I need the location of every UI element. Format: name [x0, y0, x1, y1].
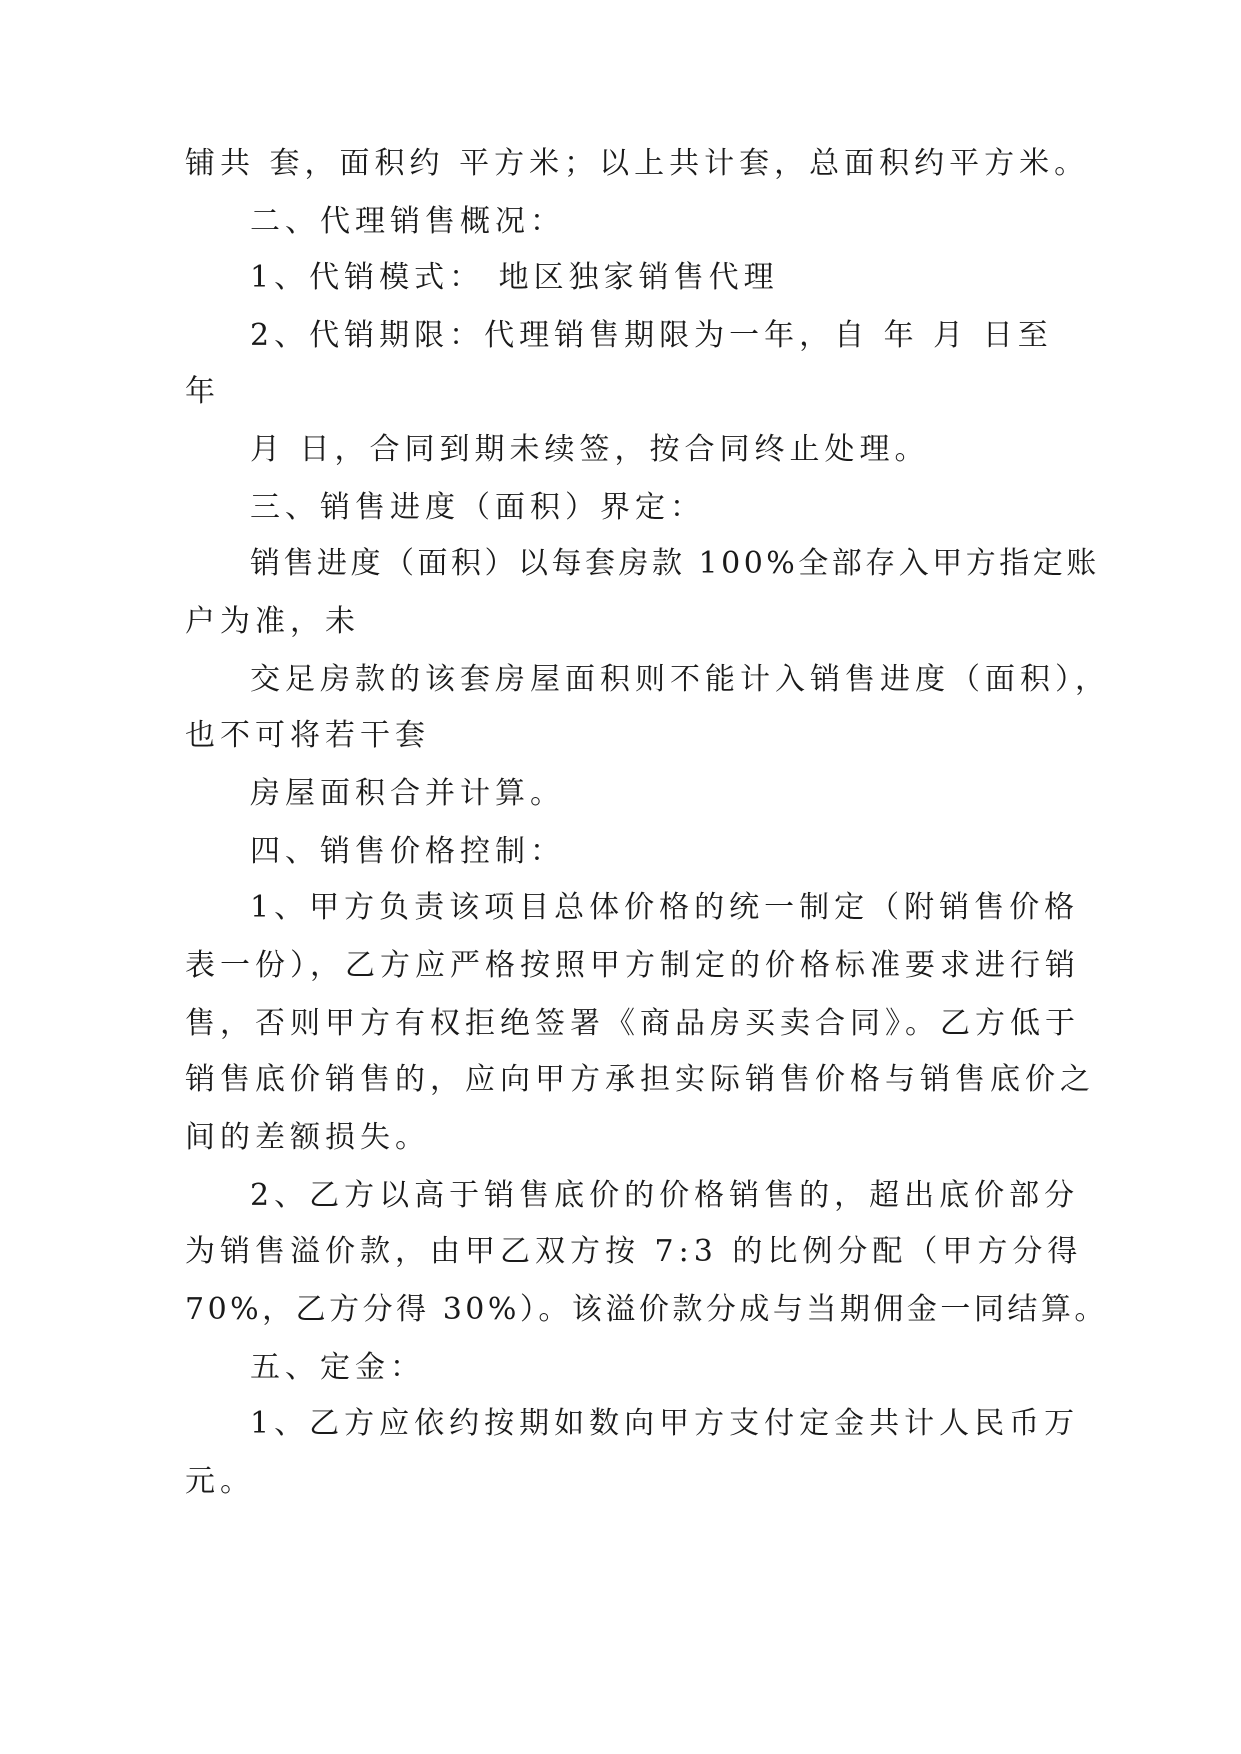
text-line: 元。 — [185, 1464, 255, 1499]
text-line: 为销售溢价款，由甲乙双方按 7:3 的比例分配（甲方分得 — [185, 1234, 1083, 1269]
text-line: 销售进度（面积）以每套房款 100%全部存入甲方指定账 — [250, 546, 1100, 581]
text-line: 铺共 套，面积约 平方米；以上共计套，总面积约平方米。 — [185, 146, 1090, 181]
text-line: 交足房款的该套房屋面积则不能计入销售进度（面积）， — [250, 662, 1110, 697]
text-line: 房屋面积合并计算。 — [250, 776, 565, 811]
text-line: 销售底价销售的，应向甲方承担实际销售价格与销售底价之 — [185, 1062, 1095, 1097]
text-line: 1、代销模式： 地区独家销售代理 — [250, 260, 779, 295]
text-line: 售，否则甲方有权拒绝签署《商品房买卖合同》。乙方低于 — [185, 1006, 1080, 1041]
section-heading: 四、销售价格控制： — [250, 834, 565, 869]
section-heading: 三、销售进度（面积）界定： — [250, 490, 705, 525]
section-heading: 二、代理销售概况： — [250, 204, 565, 239]
text-line: 间的差额损失。 — [185, 1120, 430, 1155]
text-line: 70%，乙方分得 30%）。该溢价款分成与当期佣金一同结算。 — [185, 1292, 1108, 1327]
text-line: 月 日，合同到期未续签，按合同终止处理。 — [250, 432, 930, 467]
text-line: 1、甲方负责该项目总体价格的统一制定（附销售价格 — [250, 890, 1080, 925]
text-line: 户为准，未 — [185, 604, 360, 639]
text-line: 表一份），乙方应严格按照甲方制定的价格标准要求进行销 — [185, 948, 1080, 983]
text-line: 也不可将若干套 — [185, 718, 430, 753]
text-line: 2、乙方以高于销售底价的价格销售的，超出底价部分 — [250, 1178, 1080, 1213]
text-line: 2、代销期限：代理销售期限为一年，自 年 月 日至 — [250, 318, 1053, 353]
text-line: 1、乙方应依约按期如数向甲方支付定金共计人民币万 — [250, 1406, 1080, 1441]
text-line: 年 — [185, 374, 220, 409]
section-heading: 五、定金： — [250, 1350, 425, 1385]
